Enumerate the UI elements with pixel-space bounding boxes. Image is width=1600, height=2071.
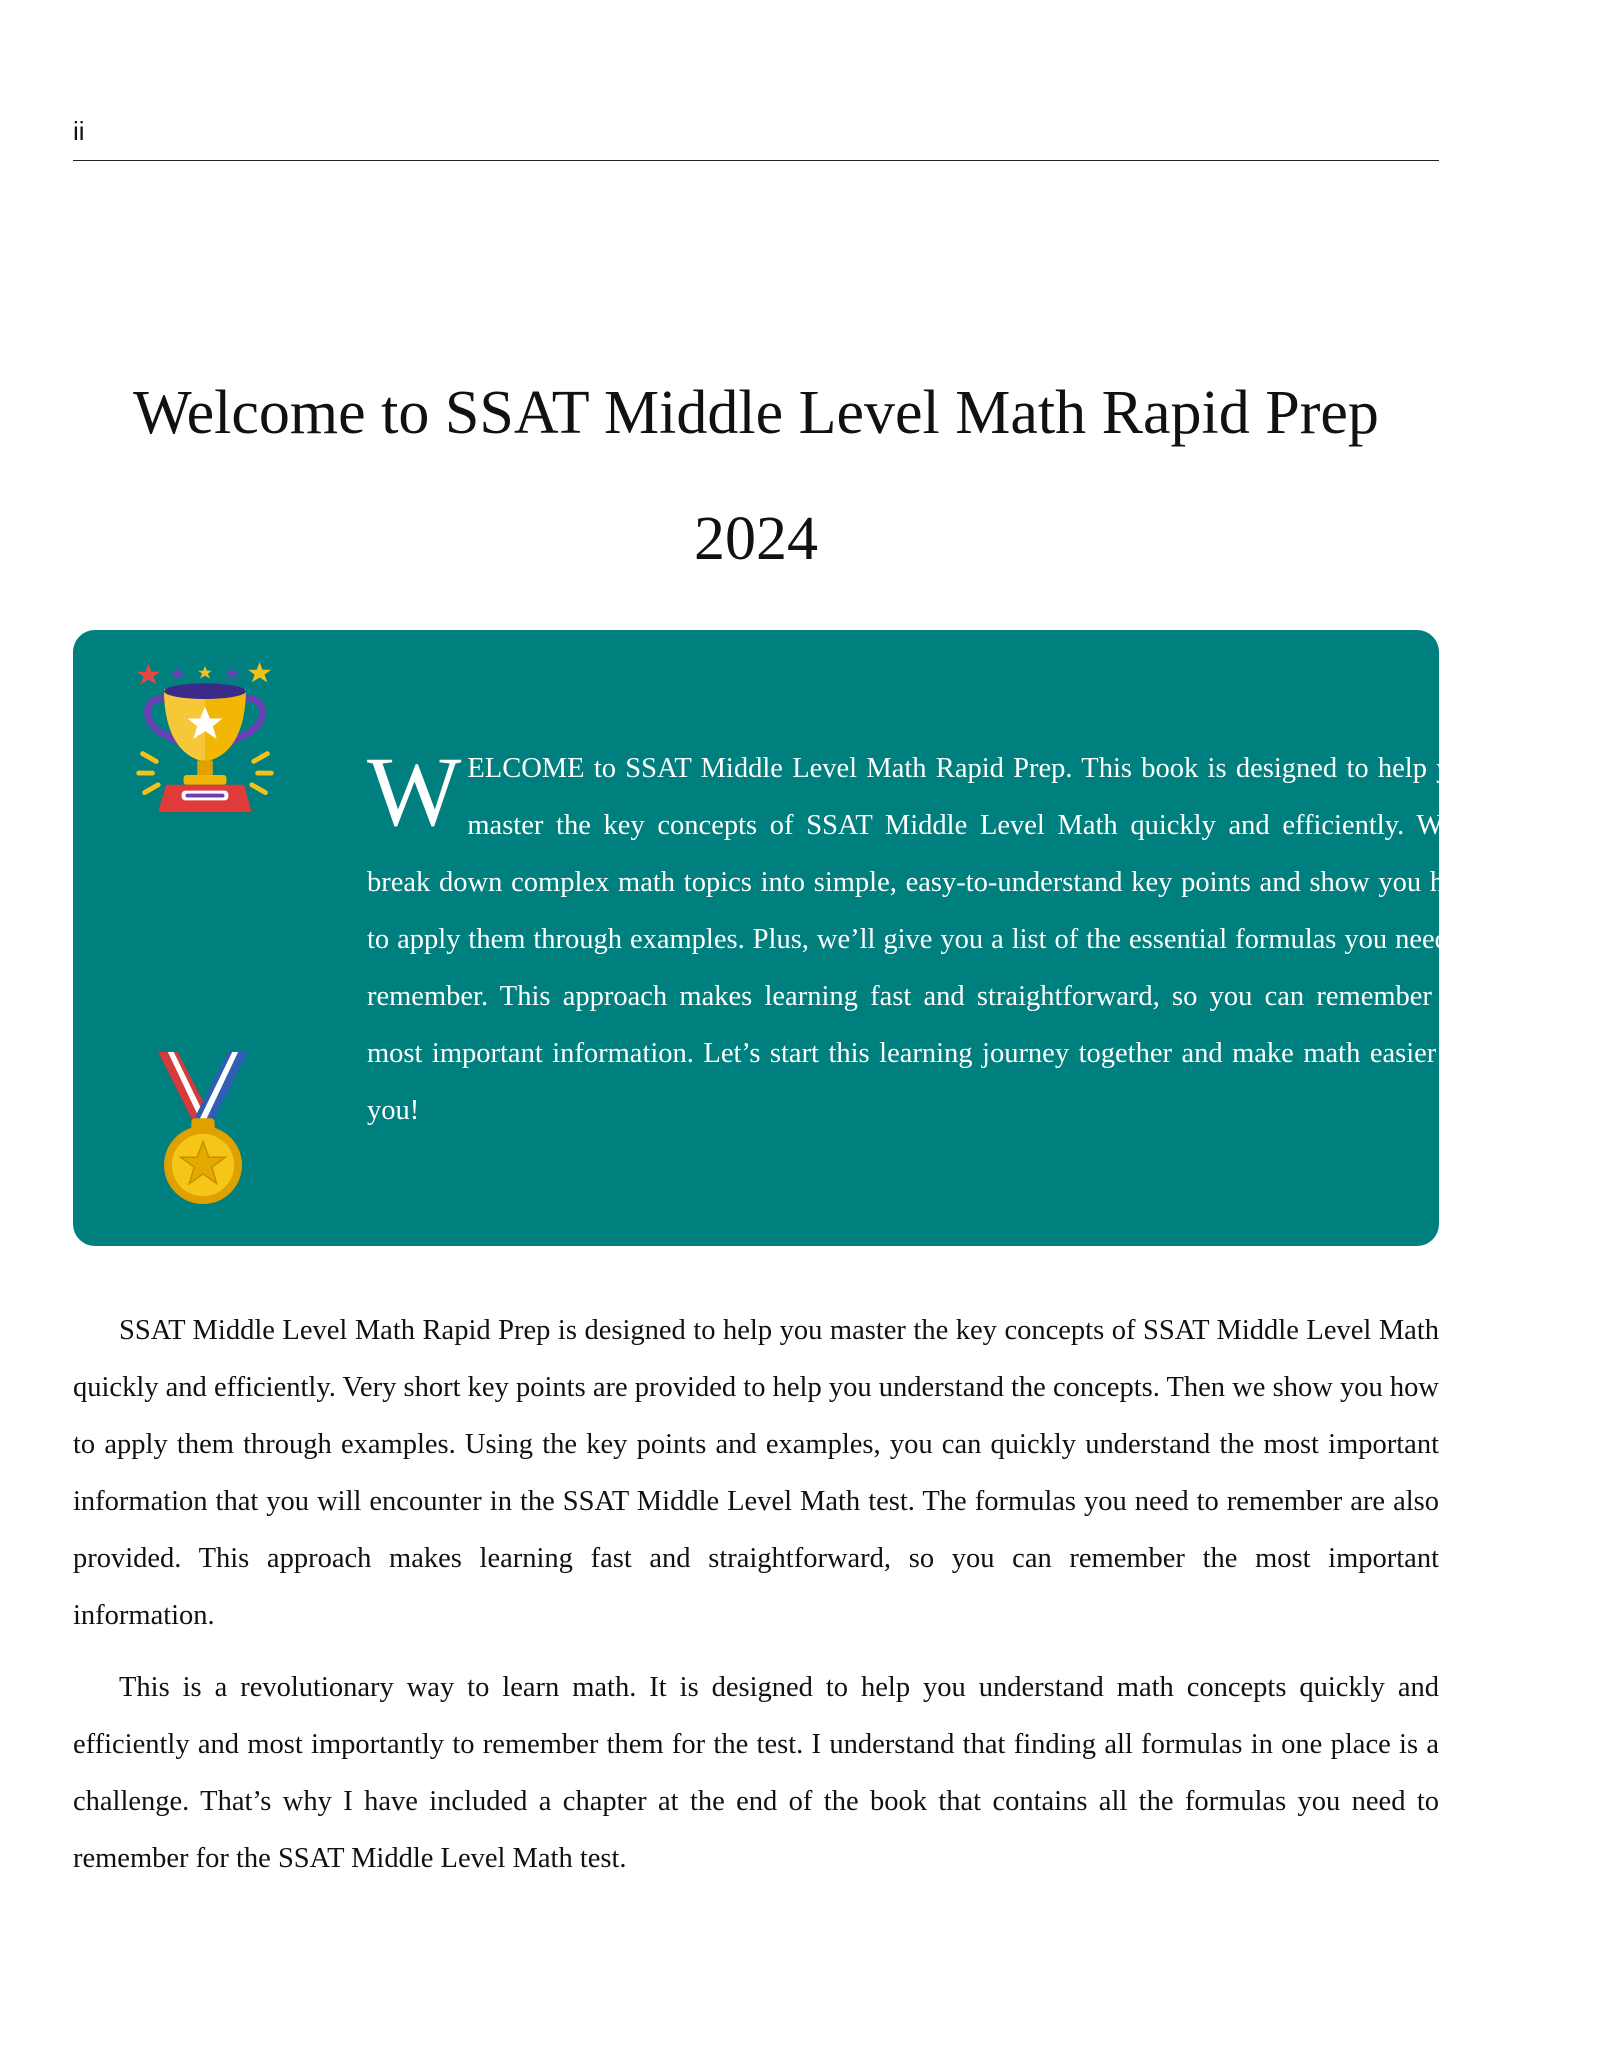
drop-cap: W: [367, 736, 462, 847]
page-title: [73, 350, 1439, 602]
welcome-box: [73, 630, 1479, 1246]
title-line-1: Welcome to SSAT Middle Level Math Rapid Prep: [133, 379, 1379, 447]
header-rule: [73, 160, 1439, 161]
page-number: ii: [73, 116, 85, 146]
body-paragraph: This is a revolutionary way to learn math. It is designed to help you understand math concepts quickly and efficiently and most importantly to remember them for the test. I understand that finding all formulas in one place is a challenge. That’s why I have included a chapter at the end of the book that contains all the formulas you need to remember for the SSAT Middle Level Math test.: [73, 1672, 1439, 1874]
medal-icon: [153, 1050, 253, 1206]
trophy-icon: [127, 660, 283, 816]
welcome-text: [367, 736, 1479, 1139]
welcome-intro-text: ELCOME to SSAT Middle Level Math Rapid Prep. This book is designed to help you master the key concepts of SSAT Middle Level Math quickly and efficiently. We’ll break down complex math topics into simple, easy-to-understand key points and show you how to apply them through examples. Plus, we’ll give you a list of the essential formulas you need to remember. This approach makes learning fast and straightforward, so you can remember the most important information. Let’s start this learning journey together and make math easier for you!: [367, 753, 1479, 1126]
title-line-2: 2024: [694, 505, 818, 573]
body-paragraph: SSAT Middle Level Math Rapid Prep is designed to help you master the key concepts of SSAT Middle Level Math quickly and efficiently. Very short key points are provided to help you understand the concepts. Then we show you how to apply them through examples. Using the key points and examples, you can quickly understand the most important information that you will encounter in the SSAT Middle Level Math test. The formulas you need to remember are also provided. This approach makes learning fast and straightforward, so you can remember the most important information.: [73, 1315, 1439, 1631]
